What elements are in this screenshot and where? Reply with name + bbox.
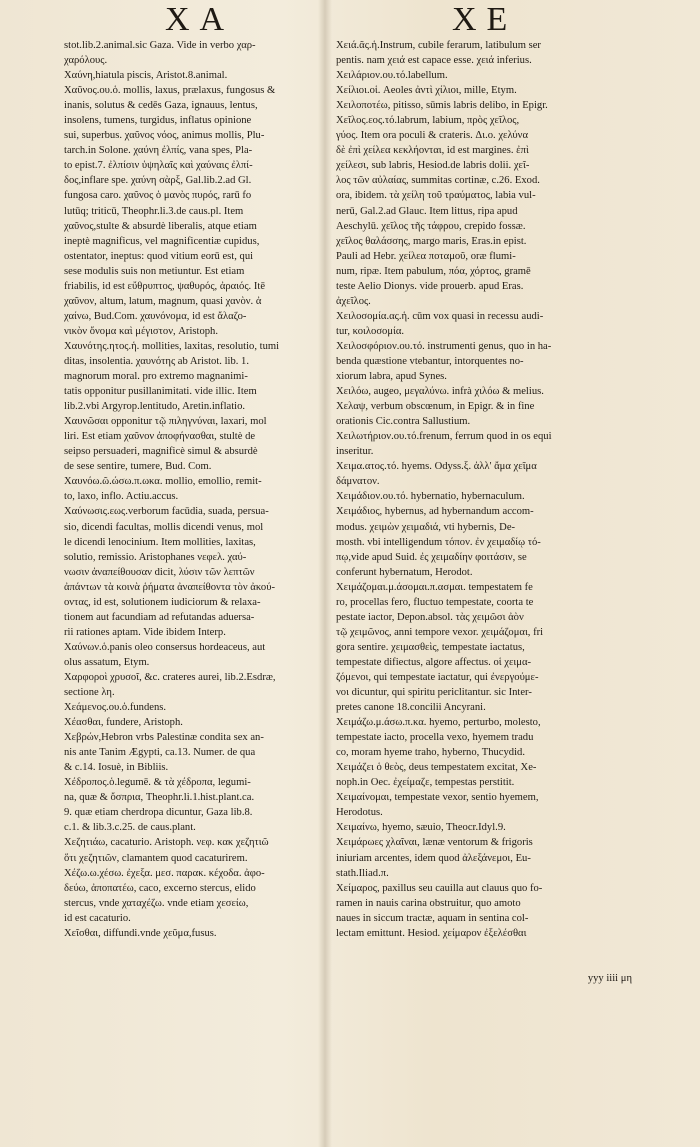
text-line: Herodotus. xyxy=(336,807,383,819)
text-line: χεῖλος θαλάσσης, margo maris, Eras.in epist. xyxy=(336,235,527,247)
text-line: orationis Cic.contra Sallustium. xyxy=(336,416,471,428)
text-line: Χειά.ᾶς.ἡ.Instrum, cubile ferarum, latibulum ser xyxy=(336,40,541,51)
text-line: Χαρφοροὶ χρυσοῖ, &c. crateres aurei, lib.2.Esdræ, xyxy=(64,671,276,683)
text-line: Χαυνότης.ητος.ἡ. mollities, laxitas, resolutio, tumi xyxy=(64,340,280,352)
text-line: fungosa caro. χαῦνος ὁ μανὸς πυρός, rarū fo xyxy=(64,190,252,202)
text-line: magnorum moral. pro extremo magnanimi- xyxy=(64,371,248,383)
right-text-column xyxy=(336,38,632,941)
text-line: teste Aelio Dionys. vide prouerb. apud Eras. xyxy=(336,280,524,292)
text-line: iniuriam arcentes, idem quod ἀλεξάνεμοι, Eu- xyxy=(336,852,531,864)
text-line: Χέζω.ω.χέσω. ἐχεξα. μεσ. παρακ. κέχοδα. ἀφο- xyxy=(64,867,265,879)
text-line: Χειμα.ατος.τό. hyems. Odyss.ξ. ἀλλ' ἄμα χεῖμα xyxy=(336,461,537,473)
text-line: χαίνω, Bud.Com. χαυνόνομα, id est ἄλαζο- xyxy=(64,310,247,322)
signature-mark: yyy iiii μη xyxy=(587,973,632,984)
text-line: lutūq; triticū, Theophr.li.3.de caus.pl. Item xyxy=(64,205,244,217)
text-line: Χειλοσομία.ας.ἡ. cūm vox quasi in recessu audi- xyxy=(336,310,544,322)
text-line: nerū, Gal.2.ad Glauc. Item littus, ripa apud xyxy=(336,205,518,217)
text-line: Χειλοποτέω, pitisso, sūmis labris delibo, in Epigr. xyxy=(336,100,548,112)
text-line: Χείλιοι.οἱ. Aeoles ἀντὶ χίλιοι, mille, Etym. xyxy=(336,85,517,97)
text-line: Χέασθαι, fundere, Aristoph. xyxy=(64,717,183,729)
text-line: δεύω, ἀποπατέω, caco, excerno stercus, elido xyxy=(64,882,256,894)
text-line: benda quæstione vtebantur, intorquentes no- xyxy=(336,355,524,367)
text-line: γύος. Item ora poculi & crateris. Δι.ο. χελύνα xyxy=(336,130,529,142)
text-line: sese modulis suis non metiuntur. Est etiam xyxy=(64,265,245,277)
text-line: Aeschylū. χεῖλος τῆς τάφρου, crepido fossæ. xyxy=(336,220,526,232)
text-line: pretes canone 18.concilii Ancyrani. xyxy=(336,702,486,714)
text-line: Χειμάζω.μ.άσω.π.κα. hyemo, perturbo, molesto, xyxy=(336,717,541,729)
text-line: Χειμαίνω, hyemo, sæuio, Theocr.Idyl.9. xyxy=(336,822,506,834)
text-line: ἀπάντων τὰ κοινὰ ῥήματα ἀναπείθοντα τὸν ἀκού- xyxy=(64,581,275,593)
text-line: Χειμάζομαι.μ.άσομαι.π.ασμαι. tempestatem fe xyxy=(336,581,533,593)
text-line: δάμνατον. xyxy=(336,476,380,488)
text-line: Χειλάριον.ου.τό.labellum. xyxy=(336,70,448,82)
text-line: οντας, id est, solutionem iudiciorum & relaxa- xyxy=(64,596,261,608)
text-line: mosth. vbi intelligendum τόπον. ἐν χειμαδίῳ τό- xyxy=(336,536,541,548)
text-line: tempestate iacto, procella vexo, hyemem tradu xyxy=(336,732,534,744)
text-line: Χαύνη,hiatula piscis, Aristot.8.animal. xyxy=(64,70,228,82)
text-line: de sese sentire, tumere, Bud. Com. xyxy=(64,461,212,473)
text-line: olus assatum, Etym. xyxy=(64,656,150,668)
text-line: na, quæ & ὄσπρια, Theophr.li.1.hist.plant.ca. xyxy=(64,792,255,804)
text-line: Χεβρών,Hebron vrbs Palestinæ condita sex an- xyxy=(64,732,264,744)
left-text-column xyxy=(64,38,336,941)
text-line: τῷ χειμῶνος, anni tempore vexor. χειμάζομαι, fri xyxy=(336,626,544,638)
text-line: Χαύνων.ὁ.panis oleo consersus hordeaceus, aut xyxy=(64,641,266,653)
text-line: xiorum labra, apud Synes. xyxy=(336,371,447,383)
text-line: δος,inflare spe. χαύνη σὰρξ, Gal.lib.2.ad Gl. xyxy=(64,175,252,187)
text-line: sui, superbus. χαῦνος νόος, animus mollis, Plu- xyxy=(64,130,265,142)
text-line: tatis opponitur pusillanimitati. vide illic. Item xyxy=(64,386,257,398)
text-line: stercus, vnde χαταχέζω. vnde etiam χεσείω, xyxy=(64,897,249,909)
text-line: nis ante Tanim Ægypti, ca.13. Numer. de qua xyxy=(64,747,256,759)
text-line: gora sentire. χειμασθεὶς, tempestate iactatus, xyxy=(336,641,525,653)
text-line: Χειλοσφόριον.ου.τό. instrumenti genus, quo in ha- xyxy=(336,340,552,352)
text-line: Χεζητιάω, cacaturio. Aristoph. νεφ. κακ χεζητιῶ xyxy=(64,837,269,849)
text-line: pestate iactor, Depon.absol. τὰς χειμῶσι ἀὸν xyxy=(336,611,524,623)
text-line: πῳ,vide apud Suid. ἐς χειμαδίην φοιτάσιν, se xyxy=(336,551,527,563)
text-line: Χειλόω, augeo, μεγαλύνω. infrà χιλόω & melius. xyxy=(336,386,544,398)
text-line: sectione λη. xyxy=(64,687,115,699)
text-line: num, ripæ. Item pabulum, πόα, χόρτος, gramē xyxy=(336,265,531,277)
text-line: Χειλωτήριον.ου.τό.frenum, ferrum quod in os equi xyxy=(336,431,552,443)
text-line: to, laxo, inflo. Actiu.accus. xyxy=(64,491,179,503)
text-line: inanis, solutus & cedēs Gaza, ignauus, lentus, xyxy=(64,100,258,112)
text-line: 9. quæ etiam cherdropa dicuntur, Gaza lib.8. xyxy=(64,807,253,819)
text-line: ζόμενοι, qui tempestate iactatur, qui ἐνεργούμε- xyxy=(336,671,539,683)
text-line: pentis. nam χειά est capace esse. χειά inferius. xyxy=(336,55,532,67)
text-line: liri. Est etiam χαῦνον ἀποφήνασθαι, stultè de xyxy=(64,431,256,443)
text-line: friabilis, id est εὔθρυπτος, ψαθυρός, ἀραιός. Itē xyxy=(64,280,266,292)
text-line: Χειμάζει ὁ θεὸς, deus tempestatem excitat, Xe- xyxy=(336,762,537,774)
text-line: le dicendi lenocinium. Item mollities, laxitas, xyxy=(64,536,256,548)
text-line: modus. χειμὼν χειμαδιά, vti hybernis, De- xyxy=(336,521,516,533)
text-line: χαῦνον, altum, latum, magnum, quasi χανὸν. ἀ xyxy=(64,295,262,307)
text-line: Χεάμενος.ου.ὁ.fundens. xyxy=(64,702,167,714)
text-line: Χεῖσθαι, diffundi.vnde χεῦμα,fusus. xyxy=(64,927,217,939)
text-line: tur, κοιλοσομία. xyxy=(336,325,405,337)
text-line: δὲ ἐπὶ χείλεα κεκλήονται, id est margines. ἐπὶ xyxy=(336,145,529,157)
text-line: ramen in nauis carina obstruitur, quo amoto xyxy=(336,897,521,909)
text-line: Χειμαίνομαι, tempestate vexor, sentio hyemem, xyxy=(336,792,539,804)
text-line: Χαυνόω.ῶ.ώσω.π.ωκα. mollio, emollio, remit- xyxy=(64,476,262,488)
text-line: ostentator, ineptus: quod vitium eorū est, qui xyxy=(64,250,254,262)
text-line: ro, procellas fero, fluctuo tempestate, coorta te xyxy=(336,596,534,608)
text-line: insolens, tumens, turgidus, inflatus opinione xyxy=(64,115,252,127)
text-line: inseritur. xyxy=(336,446,374,458)
text-line: to epist.7. ἐλπίσιν ὑψηλαῖς καὶ χαύναις ἐλπί- xyxy=(64,160,253,172)
text-line: tarch.in Solone. χαύνη ἐλπίς, vana spes, Pla- xyxy=(64,145,253,157)
text-line: Χεῖλος.εος.τό.labrum, labium, πρὸς χεῖλος, xyxy=(336,115,520,127)
text-line: νοι dicuntur, qui spiritu periclitantur. sic Inter- xyxy=(336,687,532,699)
text-line: νωσιν ἀναπείθουσαν dicit, λύσιν τῶν λεπτῶν xyxy=(64,566,255,578)
text-line: conferunt hybernatum, Herodot. xyxy=(336,566,473,578)
text-line: naues in siccum tractæ, aquam in sentina col- xyxy=(336,912,529,924)
text-line: sio, dicendi facultas, mollis dicendi venus, mol xyxy=(64,521,264,533)
text-line: Χειμάδιος, hybernus, ad hybernandum accom- xyxy=(336,506,534,518)
text-line: lib.2.vbi Argyrop.lentitudo, Aretin.inflatio. xyxy=(64,401,246,413)
right-running-header: XE xyxy=(452,1,518,38)
text-line: Χαῦνος.ου.ὁ. mollis, laxus, prælaxus, fungosus & xyxy=(64,85,276,97)
text-line: co, moram hyeme traho, hyberno, Thucydid. xyxy=(336,747,525,759)
text-line: tionem aut facundiam ad refutandas aduersa- xyxy=(64,611,255,623)
text-line: & c.14. Iosuè, in Bibliis. xyxy=(64,762,169,774)
left-running-header: XA xyxy=(165,1,235,38)
text-line: lectam emittunt. Hesiod. χείμαρον ἐξελέσθαι xyxy=(336,927,527,939)
text-line: Pauli ad Hebr. χείλεα ποταμοῦ, oræ flumi- xyxy=(336,250,516,262)
text-line: seipso persuaderi, magnificè simul & absurdè xyxy=(64,446,258,458)
text-line: νικὸν ὄνομα καὶ μέγιστον, Aristoph. xyxy=(64,325,219,337)
text-line: Χειμάρωες χλαῖναι, lænæ ventorum & frigoris xyxy=(336,837,533,849)
text-line: id est cacaturio. xyxy=(64,912,131,924)
text-line: stath.Iliad.π. xyxy=(336,867,389,879)
text-line: Χειμάδιον.ου.τό. hybernatio, hybernaculum. xyxy=(336,491,525,503)
text-line: χαῦνος,stulte & absurdè liberalis, atque etiam xyxy=(64,220,257,232)
text-line: ineptè magnificus, vel magnificentiæ cupidus, xyxy=(64,235,260,247)
text-line: ora, ibidem. τὰ χείλη τοῦ τραύματος, labia vul- xyxy=(336,190,536,202)
text-line: rii rationes aptam. Vide ibidem Interp. xyxy=(64,626,226,638)
text-line: Χαυνῶσαι opponitur τῷ πιληγνύναι, laxari, mol xyxy=(64,416,267,428)
text-line: ἀχεῖλος. xyxy=(336,295,371,307)
text-line: c.1. & lib.3.c.25. de caus.plant. xyxy=(64,822,196,834)
text-line: χαρόλους. xyxy=(64,55,108,67)
text-line: λος τῶν αὐλαίας, summitas cortinæ, c.26. Exod. xyxy=(336,175,540,187)
text-line: ditas, insolentia. χαυνότης ab Aristot. lib. 1. xyxy=(64,355,249,367)
text-line: ὅτι χεζητιῶν, clamantem quod cacaturirem. xyxy=(64,852,248,864)
text-line: Χέδροπος.ὁ.legumē. & τὰ χέδροπα, legumi- xyxy=(64,777,251,789)
text-line: χείλεσι, sub labris, Hesiod.de labris dolii. χεῖ- xyxy=(336,160,530,172)
text-line: noph.in Oec. ἐχείμαζε, tempestas perstitit. xyxy=(336,777,515,789)
text-line: tempestate difiectus, algore affectus. οἱ χειμα- xyxy=(336,656,532,668)
text-line: Χαύνωσις.εως.verborum facūdia, suada, persua- xyxy=(64,506,269,518)
text-line: Χείμαρος, paxillus seu cauilla aut clauus quo fo- xyxy=(336,882,543,894)
text-line: stot.lib.2.animal.sic Gaza. Vide in verbo χαρ- xyxy=(64,40,256,51)
text-line: solutio, remissio. Aristophanes νεφελ. χαύ- xyxy=(64,551,247,563)
text-line: Χελαψ, verbum obscœnum, in Epigr. & in fine xyxy=(336,401,535,413)
